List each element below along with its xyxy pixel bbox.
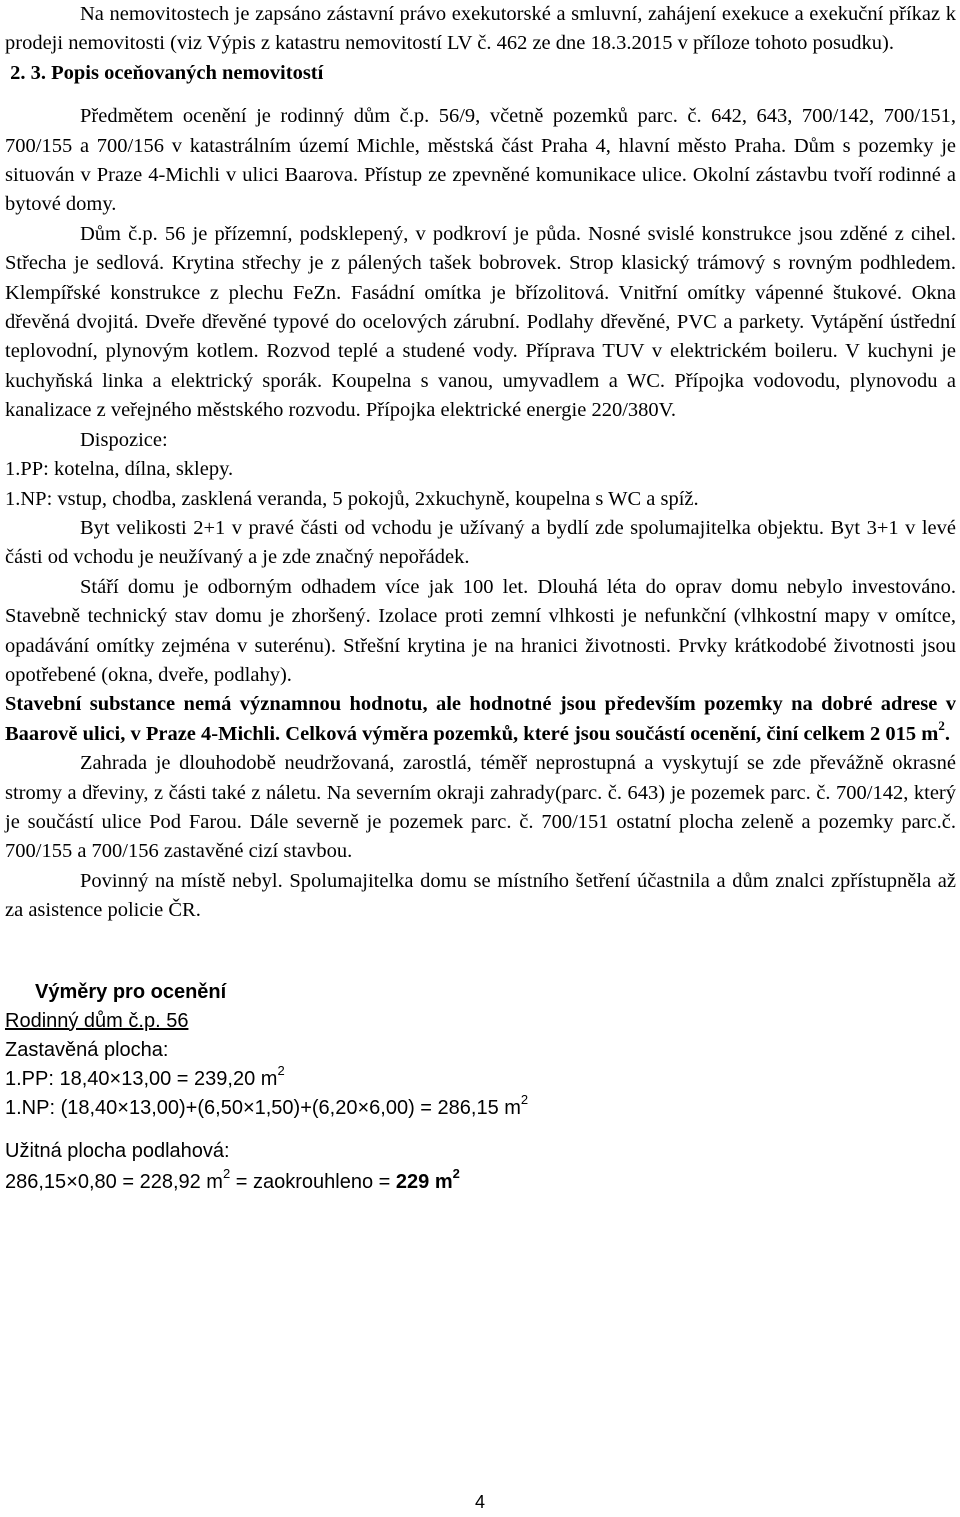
section-title: Popis oceňovaných nemovitostí: [51, 61, 324, 84]
dispozice-label: Dispozice:: [80, 428, 168, 451]
vymery-building: Rodinný dům č.p. 56: [5, 1009, 189, 1032]
calc-mid: = zaokrouhleno =: [230, 1170, 396, 1193]
calc-result-sup: 2: [452, 1165, 460, 1181]
construction-paragraph: Dům č.p. 56 je přízemní, podsklepený, v podkroví je půda. Nosné svislé konstrukce jsou zděné z cihel. Střecha je sedlová. Krytina střechy je z pálených tašek bobrovek. Strop klasický trámový s rovným podhledem. Klempířské konstrukce z plechu FeZn. Fasádní omítka je břízolitová. Vnitřní omítky vápenné štukové. Okna dřevěná dvojitá. Dveře dřevěné typové do ocelových zárubní. Podlahy dřevěné, PVC a parkety. Vytápění ústřední teplovodní, plynovým kotlem. Rozvod teplé a studené vody. Příprava TUV v elektrickém boileru. V kuchyni je kuchyňská linka a elektrický sporák. Koupelna s vanou, umyvadlem a WC. Přípojka vodovodu, plynovodu a kanalizace z veřejného městského rozvodu. Přípojka elektrické energie 220/380V.: [5, 222, 956, 422]
inspection-paragraph: Povinný na místě nebyl. Spolumajitelka domu se místního šetření účastnila a dům znalci zpřístupněla až za asistence policie ČR.: [5, 869, 956, 922]
document-page: [5, 0, 956, 1197]
usage-paragraph: Byt velikosti 2+1 v pravé části od vchodu je užívaný a bydlí zde spolumajitelka objektu. Byt 3+1 v levé části od vchodu je neužívaný a je zde značný nepořádek.: [5, 516, 956, 569]
zastavena-np: [5, 1091, 956, 1123]
section-number: 2. 3.: [10, 61, 46, 84]
calc-result: 229 m: [395, 1170, 453, 1193]
vymery-section: [5, 978, 956, 1197]
np-area-text: 1.NP: (18,40×13,00)+(6,50×1,50)+(6,20×6,00) = 286,15 m: [5, 1096, 521, 1119]
condition-paragraph: Stáří domu je odborným odhadem více jak 100 let. Dlouhá léta do oprav domu nebylo investováno. Stavebně technický stav domu je zhoršený. Izolace proti zemní vlhkosti je nefunkční (vlhkostní mapy v omítce, opadávání omítky zejména v suterénu). Střešní krytina je na hranici životnosti. Prvky krátkodobé životnosti jsou opotřebené (okna, dveře, podlahy).: [5, 575, 956, 686]
calc-text: 286,15×0,80 = 228,92 m: [5, 1170, 223, 1193]
description-paragraph: Předmětem ocenění je rodinný dům č.p. 56/9, včetně pozemků parc. č. 642, 643, 700/142, 700/151, 700/155 a 700/156 v katastrálním území Michle, městská část Praha 4, hlavní město Praha. Dům s pozemky je situován v Praze 4-Michli v ulici Baarova. Přístup ze zpevněné komunikace ulice. Okolní zástavbu tvoří rodinné a bytové domy.: [5, 105, 956, 216]
dispozice-np: 1.NP: vstup, chodba, zasklená veranda, 5 pokojů, 2xkuchyně, koupelna s WC a spíž.: [5, 487, 699, 510]
summary-sup: 2: [938, 717, 945, 733]
uzitna-calc: [5, 1165, 956, 1197]
uzitna-label: Užitná plocha podlahová:: [5, 1139, 230, 1162]
calc-sup: 2: [222, 1165, 231, 1181]
zastavena-pp: [5, 1062, 956, 1094]
vymery-heading: Výměry pro ocenění: [35, 980, 227, 1003]
page-number: 4: [474, 1492, 485, 1512]
pp-area-text: 1.PP: 18,40×13,00 = 239,20 m: [5, 1067, 278, 1090]
summary-end: .: [944, 722, 950, 745]
summary-text: Stavební substance nemá významnou hodnotu, ale hodnotné jsou především pozemky na dobré adrese v Baarově ulici, v Praze 4-Michli. Celková výměra pozemků, které jsou součástí ocenění, činí celkem 2 015 m: [5, 693, 956, 745]
section-heading: [5, 59, 956, 88]
dispozice-pp: 1.PP: kotelna, dílna, sklepy.: [5, 458, 234, 481]
summary-bold-paragraph: [5, 690, 956, 749]
pp-area-sup: 2: [277, 1062, 285, 1078]
np-area-sup: 2: [520, 1091, 529, 1107]
intro-paragraph: Na nemovitostech je zapsáno zástavní právo exekutorské a smluvní, zahájení exekuce a exekuční příkaz k prodeji nemovitosti (viz Výpis z katastru nemovitostí LV č. 462 ze dne 18.3.2015 v příloze tohoto posudku).: [5, 3, 956, 55]
garden-paragraph: Zahrada je dlouhodobě neudržovaná, zarostlá, téměř neprostupná a vyskytují se zde převážně okrasné stromy a dřeviny, z části také z náletu. Na severním okraji zahrady(parc. č. 643) je pozemek parc. č. 700/142, který je součástí ulice Pod Farou. Dále severně je pozemek parc. č. 700/151 ostatní plocha zeleně a pozemky parc.č. 700/155 a 700/156 zastavěné cizí stavbou.: [5, 752, 956, 863]
zastavena-label: Zastavěná plocha:: [5, 1038, 169, 1061]
